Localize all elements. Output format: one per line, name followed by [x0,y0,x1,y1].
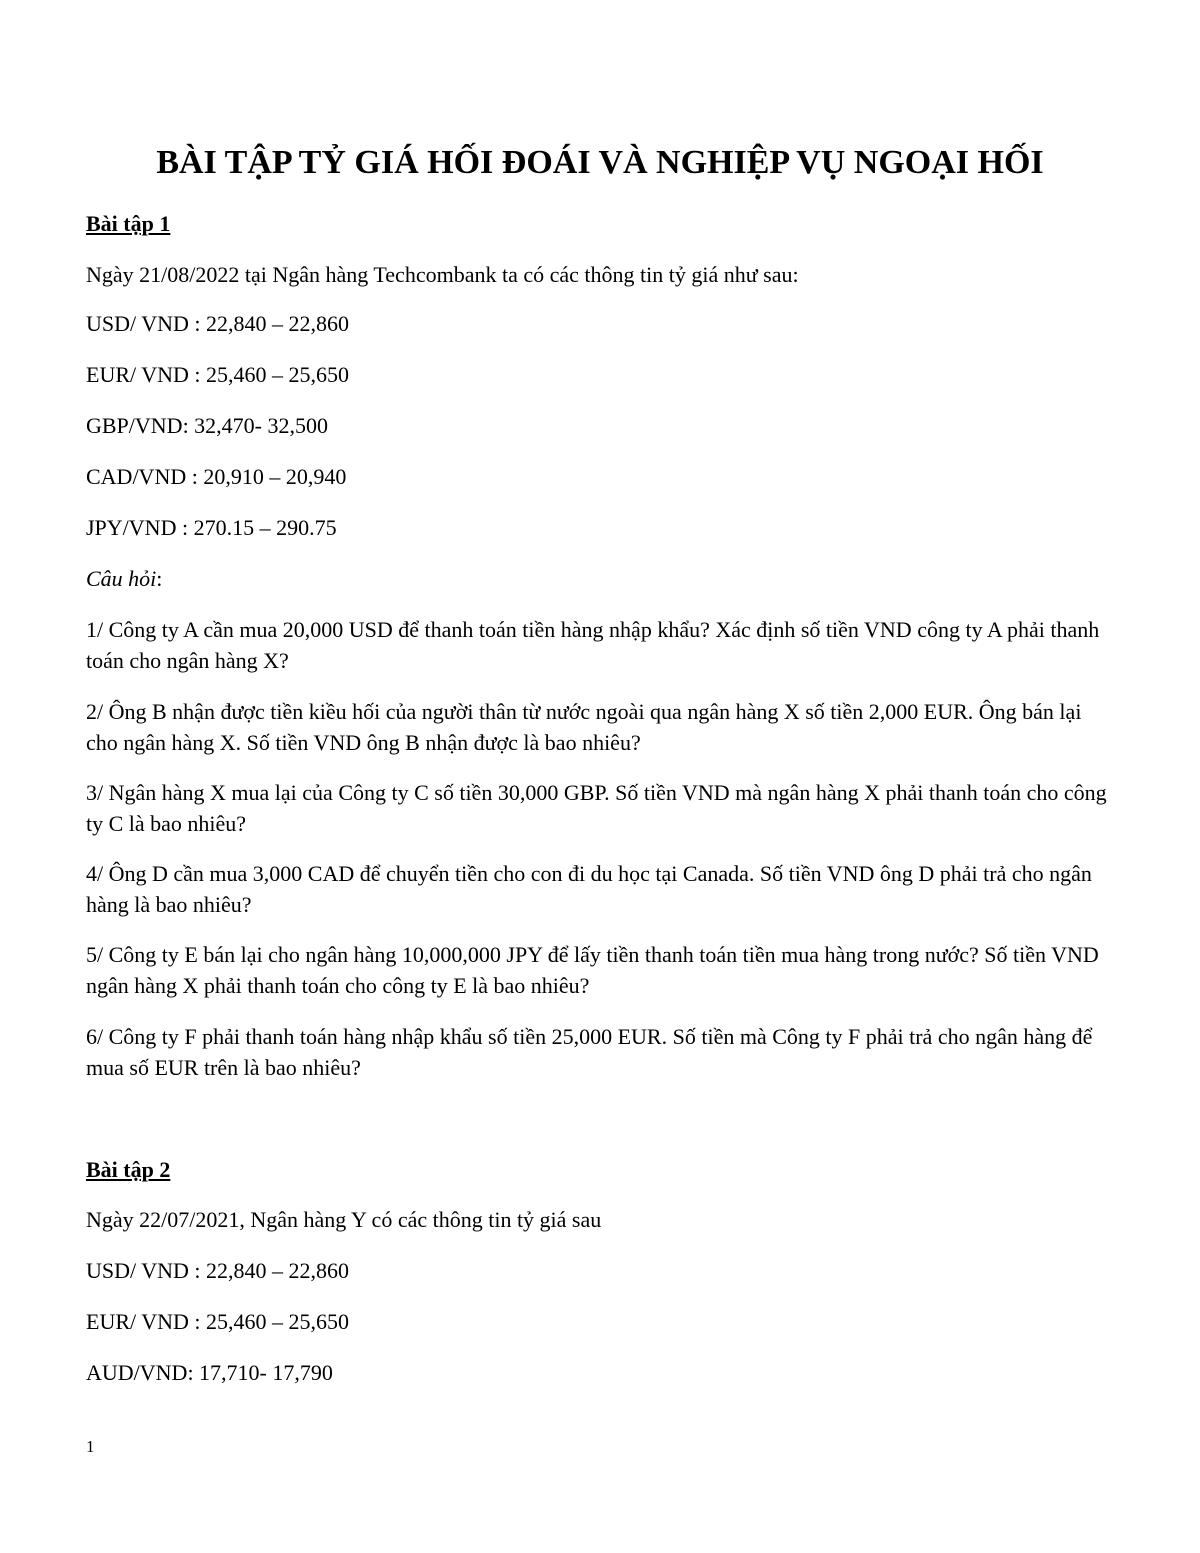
exercise-1-heading: Bài tập 1 [86,211,171,236]
document-title: BÀI TẬP TỶ GIÁ HỐI ĐOÁI VÀ NGHIỆP VỤ NGOẠI HỐI [156,144,1044,181]
questions-colon: : [156,566,163,591]
exercise-1-rate-jpy: JPY/VND : 270.15 – 290.75 [86,515,337,540]
question-1: 1/ Công ty A cần mua 20,000 USD để thanh toán tiền hàng nhập khẩu? Xác định số tiền VND công ty A phải thanh toán cho ngân hàng X? [86,617,1100,673]
exercise-2-heading: Bài tập 2 [86,1157,171,1182]
exercise-1-intro: Ngày 21/08/2022 tại Ngân hàng Techcombank ta có các thông tin tỷ giá như sau: [86,262,799,287]
exercise-2-intro: Ngày 22/07/2021, Ngân hàng Y có các thông tin tỷ giá sau [86,1207,602,1232]
question-4: 4/ Ông D cần mua 3,000 CAD để chuyển tiền cho con đi du học tại Canada. Số tiền VND ông D phải trả cho ngân hàng là bao nhiêu? [86,861,1092,917]
question-6: 6/ Công ty F phải thanh toán hàng nhập khẩu số tiền 25,000 EUR. Số tiền mà Công ty F phải trả cho ngân hàng để mua số EUR trên là bao nhiêu? [86,1024,1093,1080]
exercise-2-rate-aud: AUD/VND: 17,710- 17,790 [86,1360,333,1385]
exercise-1-rate-eur: EUR/ VND : 25,460 – 25,650 [86,362,349,387]
exercise-1-rate-usd: USD/ VND : 22,840 – 22,860 [86,311,350,336]
page-number: 1 [86,1437,95,1456]
questions-label-line [86,564,162,594]
question-2: 2/ Ông B nhận được tiền kiều hối của người thân từ nước ngoài qua ngân hàng X số tiền 2,000 EUR. Ông bán lại cho ngân hàng X. Số tiền VND ông B nhận được là bao nhiêu? [86,699,1082,755]
question-5: 5/ Công ty E bán lại cho ngân hàng 10,000,000 JPY để lấy tiền thanh toán tiền mua hàng trong nước? Số tiền VND ngân hàng X phải thanh toán cho công ty E là bao nhiêu? [86,942,1099,998]
exercise-2-rate-usd: USD/ VND : 22,840 – 22,860 [86,1258,350,1283]
exercise-1-rate-cad: CAD/VND : 20,910 – 20,940 [86,464,347,489]
exercise-2-rate-eur: EUR/ VND : 25,460 – 25,650 [86,1309,349,1334]
questions-label: Câu hỏi [86,566,157,591]
question-3: 3/ Ngân hàng X mua lại của Công ty C số tiền 30,000 GBP. Số tiền VND mà ngân hàng X phải thanh toán cho công ty C là bao nhiêu? [86,780,1107,836]
exercise-1-rate-gbp: GBP/VND: 32,470- 32,500 [86,413,329,438]
